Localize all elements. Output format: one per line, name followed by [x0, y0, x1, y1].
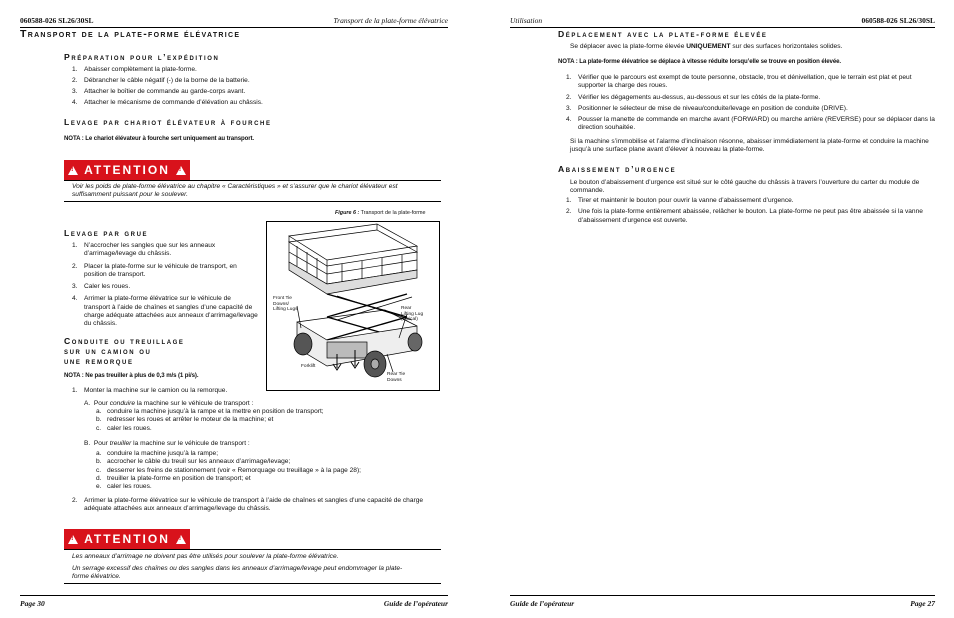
winch-option-b: B. Pour treuiller la machine sur le véhicule de transport : — [84, 440, 250, 447]
list-item: 1. Vérifier que le parcours est exempt de toute personne, obstacle, trou et dénivellation, que le terrain est plat et peut supporter la charge des roues. — [566, 74, 912, 90]
label-front-tie-downs: Front Tie Downs/ Lifting Lugs — [273, 296, 298, 313]
attention-banner-2: ! ATTENTION ! — [64, 529, 190, 549]
winch-list — [72, 387, 442, 395]
attention-rule — [64, 201, 441, 202]
figure-transport — [266, 221, 440, 391]
list-item: a. conduire la machine jusqu’à la rampe; — [96, 450, 219, 457]
header-doc-number: 060588-026 SL26/30SL — [861, 16, 935, 25]
forklift-nota: NOTA : Le chariot élévateur à fourche sert uniquement au transport. — [64, 135, 255, 142]
list-item: a. conduire la machine jusqu’à la rampe et la mettre en position de transport; — [96, 408, 324, 415]
header-section: Utilisation — [510, 16, 543, 25]
list-item: 1. N’accrocher les sangles que sur les anneaux d’arrimage/levage du châssis. — [72, 242, 216, 258]
emergency-list — [566, 197, 936, 225]
footer-guide: Guide de l’opérateur — [383, 599, 448, 608]
list-item: 3. Attacher le boîtier de commande au garde-corps avant. — [72, 87, 246, 95]
list-item: 2. Une fois la plate-forme entièrement abaissée, relâcher le bouton. La plate-forme ne peut pas être abaissée si la vanne d’abaissement d’urgence est ouverte. — [566, 208, 923, 224]
warning-triangle-icon — [68, 166, 78, 175]
list-item: 4. Arrimer la plate-forme élévatrice sur le véhicule de transport à l’aide de chaînes et sangles d’une capacité de charge adéquate attachées aux anneaux d’arrimage/levage du châssis. — [72, 295, 258, 328]
emergency-intro: Le bouton d’abaissement d’urgence est situé sur le côté gauche du châssis à travers l’ouverture du carter du module de commande. — [570, 179, 920, 195]
winch-heading: Conduite ou treuillage sur un camion ou une remorque — [64, 336, 185, 366]
footer-rule — [510, 595, 935, 596]
prep-heading: Préparation pour l’expédition — [64, 52, 220, 62]
winch-option-b-list — [96, 450, 441, 491]
list-item: 2. Placer la plate-forme sur le véhicule de transport, en position de transport. — [72, 262, 237, 278]
list-item: 2. Vérifier les dégagements au-dessus, au-dessous et sur les côtés de la plate-forme. — [566, 93, 821, 101]
footer-page-number: Page 30 — [20, 599, 45, 608]
page-title: Transport de la plate-forme élévatrice — [20, 28, 241, 40]
list-item: 3. Caler les roues. — [72, 283, 131, 291]
list-item: 1. Abaisser complètement la plate-forme. — [72, 66, 197, 73]
list-item: c. desserrer les freins de stationnement (voir « Remorquage ou treuillage » à la page 28); — [96, 466, 362, 474]
list-item: 3. Positionner le sélecteur de mise de niveau/conduite/levage en position de conduite (DRIVE). — [566, 104, 848, 112]
list-item: 1. Monter la machine sur le camion ou la remorque. — [72, 387, 228, 394]
emergency-heading: Abaissement d’urgence — [558, 164, 677, 174]
warning-triangle-icon — [176, 166, 186, 175]
winch-nota: NOTA : Ne pas treuiller à plus de 0,3 m/s (1 pi/s). — [64, 372, 199, 379]
header-rule — [510, 27, 935, 28]
warning-triangle-icon — [68, 535, 78, 544]
move-intro: Se déplacer avec la plate-forme élevée UNIQUEMENT sur des surfaces horizontales solides. — [570, 43, 843, 50]
forklift-heading: Levage par chariot élévateur à fourche — [64, 117, 272, 127]
attention-rule — [64, 549, 441, 550]
move-list — [566, 74, 936, 133]
footer-rule — [20, 595, 448, 596]
crane-list — [72, 242, 258, 329]
right-page — [477, 0, 954, 618]
list-item: 1. Tirer et maintenir le bouton pour ouvrir la vanne d’abaissement d’urgence. — [566, 197, 794, 204]
crane-heading: Levage par grue — [64, 228, 149, 238]
list-item: 4. Attacher le mécanisme de commande d’élévation au châssis. — [72, 98, 263, 106]
label-rear-tie-downs: Rear Tie Downs — [387, 372, 406, 383]
attention-text-1: Voir les poids de plate-forme élévatrice au chapitre « Caractéristiques » et s’assurer que le chariot élévateur est suffisamment puissant pour le soulever. — [72, 183, 398, 199]
label-rear-lifting-lug: Rear Lifting Lug (typical) — [401, 306, 424, 323]
list-item: b. redresser les roues et arrêter le moteur de la machine; et — [96, 416, 274, 424]
attention-rule — [64, 180, 441, 181]
move-nota: NOTA : La plate-forme élévatrice se déplace à vitesse réduite lorsqu’elle se trouve en position élevée. — [558, 58, 841, 65]
attention-text-2b: Un serrage excessif des chaînes ou des sangles dans les anneaux d’arrimage/levage peut endommager la plate-forme élévatrice. — [72, 565, 403, 581]
move-heading: Déplacement avec la plate-forme élevée — [558, 29, 768, 39]
winch-list-2 — [72, 497, 442, 514]
list-item: b. accrocher le câble du treuil sur les anneaux d’arrimage/levage; — [96, 458, 291, 466]
prep-list — [72, 66, 442, 107]
list-item: e. caler les roues. — [96, 483, 152, 491]
figure-caption: Figure 6 : Transport de la plate-forme — [335, 210, 426, 216]
winch-option-a: A. Pour conduire la machine sur le véhicule de transport : — [84, 400, 254, 407]
list-item: d. treuiller la plate-forme en position de transport; et — [96, 474, 251, 482]
list-item: c. caler les roues. — [96, 424, 152, 432]
warning-triangle-icon — [176, 535, 186, 544]
label-forklift: Forklift — [301, 364, 316, 369]
winch-option-a-list — [96, 408, 441, 433]
list-item: 4. Pousser la manette de commande en marche avant (FORWARD) ou marche arrière (REVERSE) pour se déplacer dans la direction souhaitée. — [566, 116, 935, 132]
attention-banner-1: ! ATTENTION ! — [64, 160, 190, 180]
attention-text-2a: Les anneaux d’arrimage ne doivent pas être utilisés pour soulever la plate-forme élévatrice. — [72, 553, 339, 560]
header-section: Transport de la plate-forme élévatrice — [333, 16, 448, 25]
footer-page-number: Page 27 — [910, 599, 935, 608]
list-item: 2. Débrancher le câble négatif (-) de la borne de la batterie. — [72, 77, 250, 85]
attention-rule — [64, 583, 441, 584]
list-item: 2. Arrimer la plate-forme élévatrice sur le véhicule de transport à l’aide de chaînes et sangles d’une capacité de charge adéquate attachées aux anneaux d’arrimage/levage du châssis. — [72, 497, 424, 513]
footer-guide: Guide de l’opérateur — [510, 599, 575, 608]
move-outro: Si la machine s’immobilise et l’alarme d’inclinaison résonne, abaisser immédiatement la plate-forme et conduire la machine jusqu’à une surface plane avant d’élever à nouveau la plate-forme. — [570, 138, 929, 154]
header-doc-number: 060588-026 SL26/30SL — [20, 16, 94, 25]
